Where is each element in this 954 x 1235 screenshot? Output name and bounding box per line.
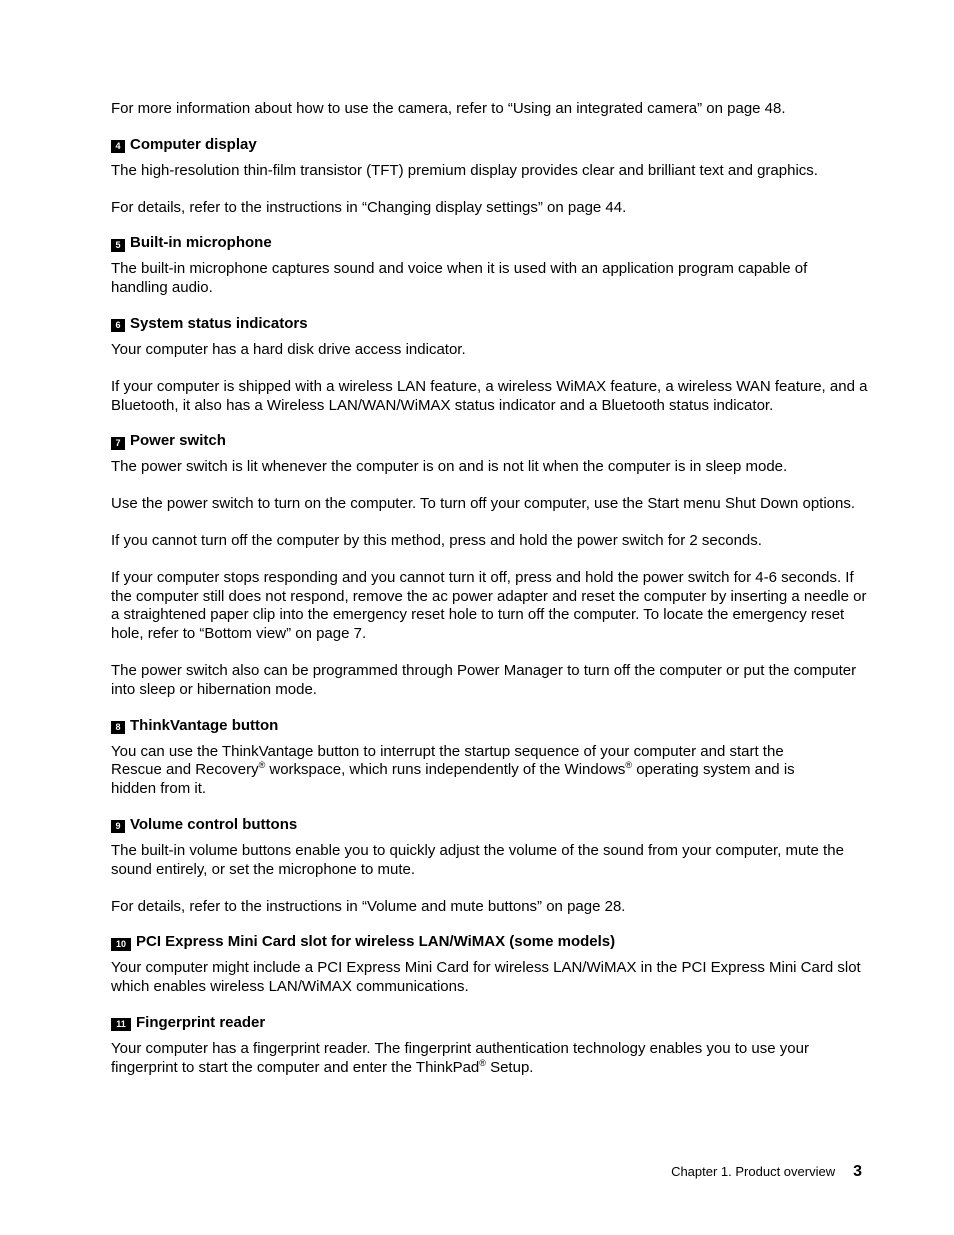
callout-number: 8 xyxy=(111,721,125,734)
section-heading-volume-control-buttons xyxy=(111,816,871,834)
section-title: Volume control buttons xyxy=(130,815,298,833)
callout-number: 11 xyxy=(111,1018,131,1031)
registered-mark: ® xyxy=(479,1057,486,1068)
paragraph: For details, refer to the instructions in “Volume and mute buttons” on page 28. xyxy=(111,897,626,915)
paragraph: If your computer is shipped with a wireless LAN feature, a wireless WiMAX feature, a wireless WAN feature, and a Bluetooth, it also has a Wireless LAN/WAN/WiMAX status indicator and a Bluetooth status indicator. xyxy=(111,377,868,414)
callout-number: 5 xyxy=(111,239,125,252)
text-run: Your computer has a fingerprint reader. The fingerprint authentication technology enables you to use your fingerprint to start the computer and enter the ThinkPad xyxy=(111,1039,809,1076)
page-number: 3 xyxy=(853,1163,862,1180)
callout-number: 7 xyxy=(111,437,125,450)
registered-mark: ® xyxy=(625,760,633,771)
text-run: Setup. xyxy=(485,1058,534,1076)
section-heading-computer-display xyxy=(111,136,871,154)
callout-number: 4 xyxy=(111,140,125,153)
paragraph xyxy=(111,1040,871,1078)
intro-paragraph: For more information about how to use the camera, refer to “Using an integrated camera” on page 48. xyxy=(111,100,786,117)
section-heading-power-switch xyxy=(111,432,871,450)
paragraph: Use the power switch to turn on the computer. To turn off your computer, use the Start menu Shut Down options. xyxy=(111,495,856,513)
registered-mark: ® xyxy=(258,760,266,771)
section-heading-thinkvantage-button xyxy=(111,717,871,735)
section-heading-system-status-indicators xyxy=(111,315,871,333)
paragraph: The built-in microphone captures sound and voice when it is used with an application program capable of handling audio. xyxy=(111,260,808,297)
chapter-title: Chapter 1. Product overview xyxy=(671,1164,836,1179)
callout-number: 10 xyxy=(111,938,131,951)
text-run: workspace, which runs independently of the Windows xyxy=(265,761,626,779)
section-title: System status indicators xyxy=(130,314,308,332)
paragraph: Your computer might include a PCI Express Mini Card for wireless LAN/WiMAX in the PCI Express Mini Card slot which enables wireless LAN/WiMAX communications. xyxy=(111,959,861,996)
section-title: Fingerprint reader xyxy=(136,1013,266,1031)
paragraph: The power switch is lit whenever the computer is on and is not lit when the computer is in sleep mode. xyxy=(111,458,788,476)
paragraph xyxy=(111,743,831,799)
paragraph: The high-resolution thin-film transistor (TFT) premium display provides clear and brilliant text and graphics. xyxy=(111,161,818,179)
section-title: PCI Express Mini Card slot for wireless LAN/WiMAX (some models) xyxy=(136,933,616,951)
page-footer xyxy=(671,1163,862,1181)
paragraph: If your computer stops responding and you cannot turn it off, press and hold the power switch for 4-6 seconds. If the computer still does not respond, remove the ac power adapter and reset the computer by inserting a needle or a straightened paper clip into the emergency reset hole to turn off the computer. To locate the emergency reset hole, refer to “Bottom view” on page 7. xyxy=(111,568,867,643)
section-title: ThinkVantage button xyxy=(130,716,279,734)
paragraph: For details, refer to the instructions in “Changing display settings” on page 44. xyxy=(111,198,627,216)
document-body xyxy=(111,100,871,1095)
section-heading-fingerprint-reader xyxy=(111,1014,871,1032)
paragraph: If you cannot turn off the computer by this method, press and hold the power switch for 2 seconds. xyxy=(111,531,762,549)
paragraph: Your computer has a hard disk drive access indicator. xyxy=(111,340,466,358)
callout-number: 6 xyxy=(111,319,125,332)
section-title: Computer display xyxy=(130,135,257,153)
section-title: Power switch xyxy=(130,432,226,450)
paragraph: The power switch also can be programmed through Power Manager to turn off the computer or put the computer into sleep or hibernation mode. xyxy=(111,661,857,698)
text-run: operating system and is hidden from it. xyxy=(111,761,795,798)
paragraph: The built-in volume buttons enable you to quickly adjust the volume of the sound from your computer, mute the sound entirely, or set the microphone to mute. xyxy=(111,841,844,878)
section-title: Built-in microphone xyxy=(130,234,272,252)
section-heading-built-in-microphone xyxy=(111,234,871,252)
section-heading-pci-express-mini-card-slot xyxy=(111,933,871,951)
text-run: You can use the ThinkVantage button to interrupt the startup sequence of your computer and start the Rescue and Recovery xyxy=(111,742,784,779)
callout-number: 9 xyxy=(111,820,125,833)
